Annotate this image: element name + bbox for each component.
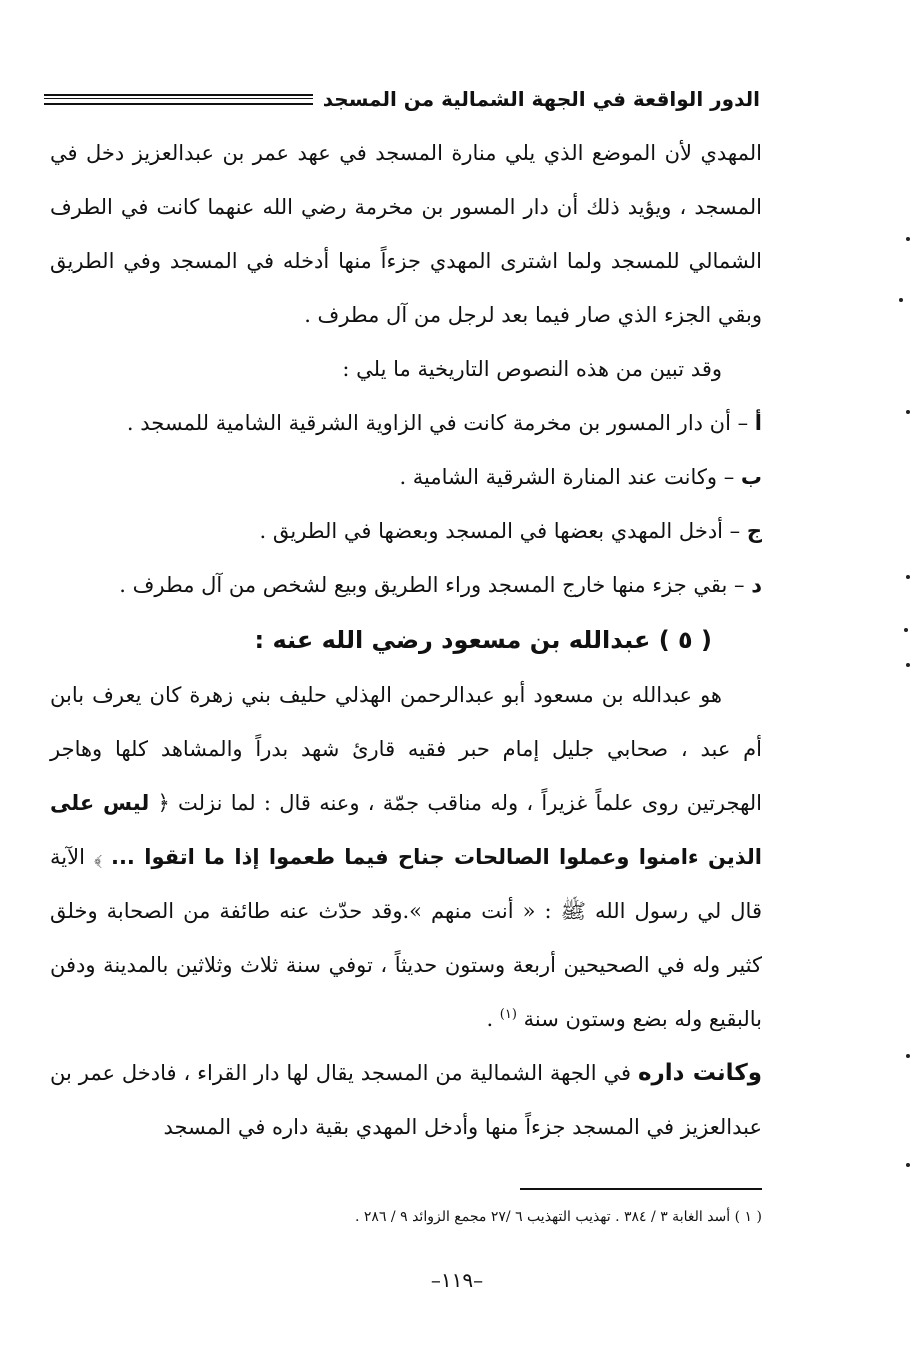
biography-text-1: هو عبدالله بن مسعود أبو عبدالرحمن الهذلي حليف بني زهرة كان يعرف بابن أم عبد ، صحابي جليل إمام حبر فقيه قارئ شهد بدراً والمشاهد كلها وهاجر الهجرتين روى علماً غزيراً ، وله مناقب جمّة ، وعنه قال : لما نزلت ﴿ — [50, 683, 762, 815]
list-text-c: – أدخل المهدي بعضها في المسجد وبعضها في الطريق . — [259, 519, 747, 543]
header-rule — [44, 94, 313, 105]
list-marker-a: أ — [754, 411, 762, 435]
house-paragraph — [50, 1046, 762, 1154]
margin-mark — [906, 237, 910, 241]
margin-mark — [906, 575, 910, 579]
margin-mark — [899, 298, 903, 302]
main-text — [50, 126, 762, 1154]
footnote-reference: (١) — [499, 1007, 517, 1022]
house-text: في الجهة الشمالية من المسجد يقال لها دار القراء ، فادخل عمر بن عبدالعزيز في المسجد جزءاً منها وأدخل المهدي بقية داره في المسجد — [50, 1061, 762, 1139]
biography-end: . — [486, 1007, 500, 1031]
margin-mark — [906, 410, 910, 414]
quran-verse: ليس على الذين ءامنوا وعملوا الصالحات جناح فيما طعموا إذا ما اتقوا ... — [50, 791, 762, 869]
section-heading: ( ٥ ) عبدالله بن مسعود رضي الله عنه : — [254, 626, 712, 654]
margin-mark — [906, 663, 910, 667]
paragraph-2: وقد تبين من هذه النصوص التاريخية ما يلي : — [342, 357, 722, 381]
page-number: –١١٩– — [430, 1268, 484, 1292]
list-text-a: – أن دار المسور بن مخرمة كانت في الزاوية الشرقية الشامية للمسجد . — [126, 411, 755, 435]
list-item-a — [50, 396, 762, 450]
list-text-b: – وكانت عند المنارة الشرقية الشامية . — [399, 465, 741, 489]
list-item-c — [50, 504, 762, 558]
list-item-d — [50, 558, 762, 612]
margin-mark — [906, 1054, 910, 1058]
margin-mark — [906, 1163, 910, 1167]
list-marker-c: ج — [746, 519, 762, 543]
running-header — [44, 82, 760, 116]
list-marker-b: ب — [740, 465, 762, 489]
footnote: ( ١ ) أسد الغابة ٣ / ٣٨٤ . تهذيب التهذيب ٦ /٢٧ مجمع الزوائد ٩ / ٢٨٦ . — [355, 1209, 762, 1225]
list-marker-d: د — [751, 573, 762, 597]
header-title: الدور الواقعة في الجهة الشمالية من المسجد — [322, 87, 760, 111]
house-lead: وكانت داره — [637, 1060, 762, 1086]
margin-mark — [904, 628, 908, 632]
list-item-b — [50, 450, 762, 504]
biography-text-2: ﴾ الآية قال لي رسول الله ﷺ : « أنت منهم ».وقد حدّث عنه طائفة من الصحابة وخلق كثير وله في الصحيحين أربعة وستون حديثاً ، توفي سنة ثلاث وثلاثين بالمدينة ودفن بالبقيع وله بضع وستون سنة — [50, 845, 762, 1031]
biography-paragraph — [50, 668, 762, 1046]
footnote-separator — [520, 1188, 762, 1190]
list-text-d: – بقي جزء منها خارج المسجد وراء الطريق وبيع لشخص من آل مطرف . — [119, 573, 752, 597]
paragraph-1: المهدي لأن الموضع الذي يلي منارة المسجد في عهد عمر بن عبدالعزيز دخل في المسجد ، ويؤيد ذلك أن دار المسور بن مخرمة رضي الله عنهما كانت في الطرف الشمالي للمسجد ولما اشترى المهدي جزءاً منها أدخله في المسجد وفي الطريق وبقي الجزء الذي صار فيما بعد لرجل من آل مطرف . — [50, 141, 762, 327]
